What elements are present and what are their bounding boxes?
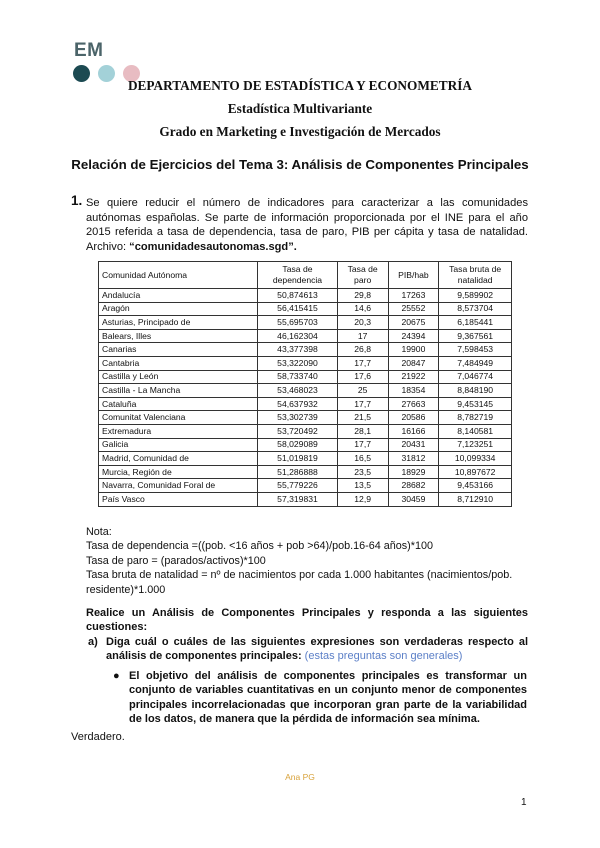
question-a-text: Diga cuál o cuáles de las siguientes expresiones son verdaderas respecto al análisis de componentes principales: — [106, 636, 528, 662]
table-cell-value: 53,322090 — [258, 356, 338, 370]
course-title: Estadística Multivariante — [227, 101, 373, 116]
table-cell-value: 29,8 — [337, 289, 388, 303]
question-a-label: a) — [88, 636, 98, 648]
statement-text: El objetivo del análisis de componentes principales es transformar un conjunto de variables cuantitativas en un conjunto menor de componentes principales incorrelacionadas que incorporan gran parte de la variabilidad de los datos, de manera que la pérdida de información sea mínima. — [129, 670, 527, 725]
question-a-body — [106, 635, 528, 663]
table-cell-value: 9,453166 — [439, 479, 512, 493]
notes — [86, 525, 526, 597]
table-cell-value: 21,5 — [337, 411, 388, 425]
table-cell-comunidad: Cantabria — [99, 356, 258, 370]
logo-text: EM — [74, 40, 104, 61]
table-row — [99, 316, 512, 330]
table-cell-value: 8,573704 — [439, 302, 512, 316]
table-row — [99, 397, 512, 411]
table-row — [99, 329, 512, 343]
table-cell-value: 58,733740 — [258, 370, 338, 384]
table-row — [99, 452, 512, 466]
table-cell-comunidad: Comunitat Valenciana — [99, 411, 258, 425]
notes-title: Nota: — [86, 526, 112, 538]
bullet-icon: ● — [113, 670, 120, 682]
table-cell-value: 31812 — [388, 452, 439, 466]
table-cell-value: 7,484949 — [439, 356, 512, 370]
table-cell-value: 56,415415 — [258, 302, 338, 316]
table-cell-value: 57,319831 — [258, 492, 338, 506]
table-cell-comunidad: Balears, Illes — [99, 329, 258, 343]
table-cell-comunidad: Canarias — [99, 343, 258, 357]
table-cell-value: 23,5 — [337, 465, 388, 479]
exercise-text: Se quiere reducir el número de indicadores para caracterizar a las comunidades autónomas españolas. Se parte de información proporcionada por el INE para el año 2015 referida a tasa de dependencia, tasa de paro, PIB per cápita y tasa de natalidad. Archivo: — [86, 197, 528, 253]
table-row — [99, 479, 512, 493]
table-cell-value: 7,046774 — [439, 370, 512, 384]
table-cell-comunidad: Aragón — [99, 302, 258, 316]
table-cell-value: 17,6 — [337, 370, 388, 384]
table-row — [99, 343, 512, 357]
table-cell-comunidad: Madrid, Comunidad de — [99, 452, 258, 466]
table-cell-value: 17,7 — [337, 397, 388, 411]
table-cell-value: 17,7 — [337, 438, 388, 452]
table-cell-value: 19900 — [388, 343, 439, 357]
table-cell-value: 55,779226 — [258, 479, 338, 493]
table-cell-value: 28682 — [388, 479, 439, 493]
table-cell-comunidad: Andalucía — [99, 289, 258, 303]
answer-text: Verdadero. — [71, 731, 125, 743]
table-cell-comunidad: Extremadura — [99, 424, 258, 438]
table-cell-value: 16,5 — [337, 452, 388, 466]
table-cell-value: 51,286888 — [258, 465, 338, 479]
table-cell-value: 17263 — [388, 289, 439, 303]
table-row — [99, 302, 512, 316]
department-title: DEPARTAMENTO DE ESTADÍSTICA Y ECONOMETRÍA — [127, 78, 473, 93]
table-cell-value: 24394 — [388, 329, 439, 343]
note-natalidad: Tasa bruta de natalidad = nº de nacimientos por cada 1.000 habitantes (nacimientos/pob. residente)*1.000 — [86, 569, 513, 596]
table-cell-value: 18354 — [388, 384, 439, 398]
table-cell-value: 20675 — [388, 316, 439, 330]
table-cell-value: 53,720492 — [258, 424, 338, 438]
table-cell-value: 10,897672 — [439, 465, 512, 479]
table-cell-value: 50,874613 — [258, 289, 338, 303]
exercise-statement — [86, 196, 528, 254]
table-cell-value: 27663 — [388, 397, 439, 411]
header-natalidad: Tasa bruta de natalidad — [439, 262, 512, 289]
table-row — [99, 465, 512, 479]
table-body — [99, 289, 512, 507]
data-table — [98, 261, 512, 507]
header-paro: Tasa de paro — [337, 262, 388, 289]
table-cell-value: 6,185441 — [439, 316, 512, 330]
page-number: 1 — [521, 797, 527, 808]
table-cell-value: 20586 — [388, 411, 439, 425]
table-cell-comunidad: Asturias, Principado de — [99, 316, 258, 330]
table-cell-comunidad: País Vasco — [99, 492, 258, 506]
table-cell-value: 54,637932 — [258, 397, 338, 411]
table-cell-value: 46,162304 — [258, 329, 338, 343]
table-cell-comunidad: Castilla y León — [99, 370, 258, 384]
table-cell-value: 8,140581 — [439, 424, 512, 438]
table-row — [99, 438, 512, 452]
exercise-number: 1. — [71, 193, 83, 208]
header-pib: PIB/hab — [388, 262, 439, 289]
table-row — [99, 411, 512, 425]
table-cell-value: 9,367561 — [439, 329, 512, 343]
table-cell-value: 25 — [337, 384, 388, 398]
table-cell-value: 53,468023 — [258, 384, 338, 398]
table-cell-value: 58,029089 — [258, 438, 338, 452]
table-cell-value: 17 — [337, 329, 388, 343]
table-cell-value: 14,6 — [337, 302, 388, 316]
table-row — [99, 289, 512, 303]
note-paro: Tasa de paro = (parados/activos)*100 — [86, 554, 266, 567]
question-a-hint: (estas preguntas son generales) — [304, 650, 463, 662]
table-row — [99, 356, 512, 370]
table-cell-value: 10,099334 — [439, 452, 512, 466]
table-cell-value: 9,589902 — [439, 289, 512, 303]
degree-title: Grado en Marketing e Investigación de Mercados — [159, 124, 441, 139]
table-cell-value: 55,695703 — [258, 316, 338, 330]
table-cell-value: 13,5 — [337, 479, 388, 493]
table-cell-value: 20,3 — [337, 316, 388, 330]
table-cell-value: 43,377398 — [258, 343, 338, 357]
table-cell-comunidad: Cataluña — [99, 397, 258, 411]
table-cell-value: 30459 — [388, 492, 439, 506]
table-cell-comunidad: Murcia, Región de — [99, 465, 258, 479]
table-header-row — [99, 262, 512, 289]
table-cell-value: 25552 — [388, 302, 439, 316]
table-cell-value: 28,1 — [337, 424, 388, 438]
table-cell-value: 17,7 — [337, 356, 388, 370]
table-row — [99, 370, 512, 384]
table-row — [99, 492, 512, 506]
exercise-file: “comunidadesautonomas.sgd”. — [129, 240, 297, 253]
footer-author: Ana PG — [285, 772, 315, 782]
table-cell-value: 20431 — [388, 438, 439, 452]
table-cell-value: 8,712910 — [439, 492, 512, 506]
table-cell-value: 8,782719 — [439, 411, 512, 425]
table-cell-value: 8,848190 — [439, 384, 512, 398]
table-cell-value: 12,9 — [337, 492, 388, 506]
table-cell-value: 16166 — [388, 424, 439, 438]
header-comunidad: Comunidad Autónoma — [99, 262, 258, 289]
table-cell-value: 21922 — [388, 370, 439, 384]
table-cell-value: 53,302739 — [258, 411, 338, 425]
topic-title: Relación de Ejercicios del Tema 3: Análisis de Componentes Principales — [71, 157, 529, 172]
table-cell-comunidad: Castilla - La Mancha — [99, 384, 258, 398]
table-cell-value: 9,453145 — [439, 397, 512, 411]
header-dependencia: Tasa de dependencia — [258, 262, 338, 289]
table-cell-comunidad: Galicia — [99, 438, 258, 452]
table-cell-comunidad: Navarra, Comunidad Foral de — [99, 479, 258, 493]
table-cell-value: 20847 — [388, 356, 439, 370]
instructions: Realice un Análisis de Componentes Principales y responda a las siguientes cuestiones: — [86, 607, 528, 633]
table-cell-value: 51,019819 — [258, 452, 338, 466]
table-row — [99, 384, 512, 398]
table-row — [99, 424, 512, 438]
table-cell-value: 18929 — [388, 465, 439, 479]
table-cell-value: 26,8 — [337, 343, 388, 357]
table-cell-value: 7,123251 — [439, 438, 512, 452]
note-dependencia: Tasa de dependencia =((pob. <16 años + pob >64)/pob.16-64 años)*100 — [86, 540, 433, 553]
table-cell-value: 7,598453 — [439, 343, 512, 357]
